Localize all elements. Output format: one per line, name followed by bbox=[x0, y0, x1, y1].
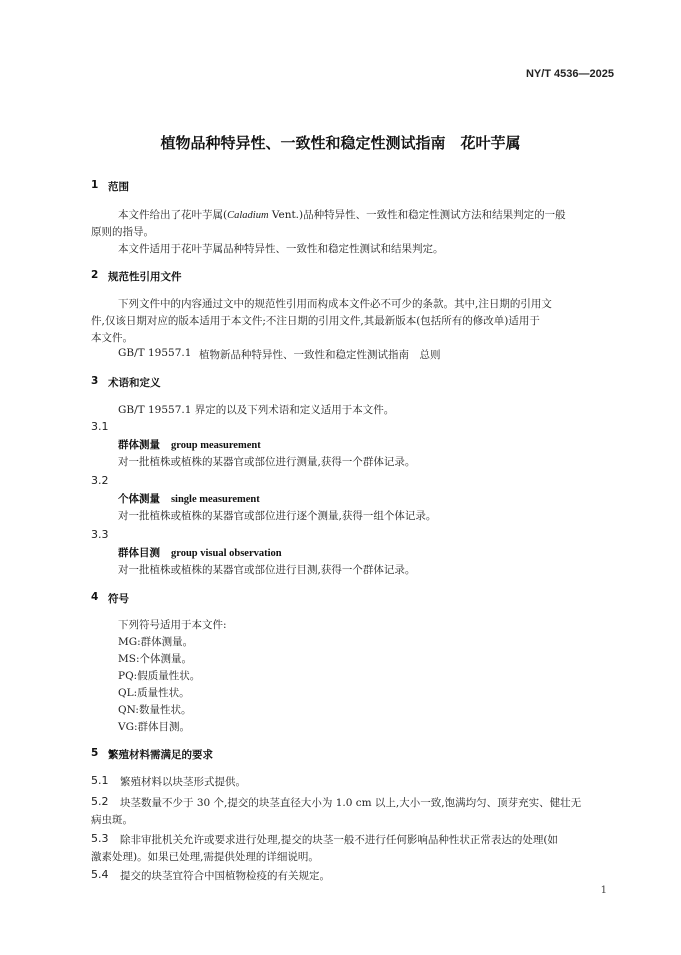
section-2-number: 2 bbox=[91, 269, 99, 281]
term-en: single measurement bbox=[170, 494, 260, 505]
term-en: group measurement bbox=[170, 440, 261, 451]
term-cn: 群体目测 bbox=[118, 547, 160, 559]
section-2-heading: 规范性引用文件 bbox=[108, 271, 182, 283]
section-3-number: 3 bbox=[91, 375, 99, 387]
standard-number: NY/T 4536—2025 bbox=[525, 68, 614, 80]
document-title: 植物品种特异性、一致性和稳定性测试指南 花叶芋属 bbox=[160, 134, 521, 152]
text-run: 本文件给出了花叶芋属( bbox=[118, 209, 228, 221]
symbol-item: VG:群体目测。 bbox=[118, 721, 191, 733]
clause-5-1-text: 繁殖材料以块茎形式提供。 bbox=[120, 776, 246, 788]
term-cn: 个体测量 bbox=[118, 493, 160, 505]
text-run: Vent.)品种特异性、一致性和稳定性测试方法和结果判定的一般 bbox=[268, 209, 566, 221]
clause-5-2-text-line-1: 块茎数量不少于 30 个,提交的块茎直径大小为 1.0 cm 以上,大小一致,饱满均匀、顶芽充实、健壮无 bbox=[120, 797, 582, 809]
clause-5-4-number: 5.4 bbox=[91, 868, 109, 881]
section-1-number: 1 bbox=[91, 179, 99, 191]
genus-italic: Caladium bbox=[227, 210, 269, 221]
section-5-number: 5 bbox=[91, 747, 99, 759]
term-3-2-label bbox=[118, 491, 260, 506]
term-3-3-number: 3.3 bbox=[91, 528, 109, 541]
clause-5-3-number: 5.3 bbox=[91, 832, 109, 845]
page-number: 1 bbox=[600, 885, 607, 896]
term-3-2-definition: 对一批植株或植株的某器官或部位进行逐个测量,获得一组个体记录。 bbox=[118, 510, 437, 522]
term-3-3-label bbox=[118, 545, 282, 560]
reference-title: 植物新品种特异性、一致性和稳定性测试指南 总则 bbox=[199, 349, 441, 361]
section-2-line-2: 件,仅该日期对应的版本适用于本文件;不注日期的引用文件,其最新版本(包括所有的修改单)适用于 bbox=[91, 315, 540, 327]
section-4-number: 4 bbox=[91, 591, 99, 603]
term-3-1-number: 3.1 bbox=[91, 420, 109, 433]
section-1-paragraph-2: 本文件适用于花叶芋属品种特异性、一致性和稳定性测试和结果判定。 bbox=[118, 243, 444, 255]
clause-5-2-text-line-2: 病虫斑。 bbox=[91, 814, 133, 826]
section-4-heading: 符号 bbox=[108, 593, 129, 605]
section-5-heading: 繁殖材料需满足的要求 bbox=[108, 749, 213, 761]
section-1-paragraph-1-line-1 bbox=[118, 207, 566, 222]
clause-5-4-text: 提交的块茎宜符合中国植物检疫的有关规定。 bbox=[120, 870, 330, 882]
section-1-heading: 范围 bbox=[108, 181, 129, 193]
symbol-item: MS:个体测量。 bbox=[118, 653, 192, 665]
clause-5-3-text-line-2: 激素处理)。如果已处理,需提供处理的详细说明。 bbox=[91, 851, 319, 863]
term-3-1-definition: 对一批植株或植株的某器官或部位进行测量,获得一个群体记录。 bbox=[118, 456, 416, 468]
section-4-intro: 下列符号适用于本文件: bbox=[118, 619, 227, 631]
term-3-2-number: 3.2 bbox=[91, 474, 109, 487]
term-3-3-definition: 对一批植株或植株的某器官或部位进行目测,获得一个群体记录。 bbox=[118, 564, 416, 576]
section-2-line-3: 本文件。 bbox=[91, 332, 133, 344]
symbol-item: QN:数量性状。 bbox=[118, 704, 192, 716]
section-3-intro: GB/T 19557.1 界定的以及下列术语和定义适用于本文件。 bbox=[118, 404, 395, 416]
section-3-heading: 术语和定义 bbox=[108, 377, 161, 389]
term-cn: 群体测量 bbox=[118, 439, 160, 451]
symbol-item: MG:群体测量。 bbox=[118, 636, 194, 648]
clause-5-1-number: 5.1 bbox=[91, 774, 109, 787]
symbol-item: PQ:假质量性状。 bbox=[118, 670, 201, 682]
section-1-paragraph-1-line-2: 原则的指导。 bbox=[91, 226, 154, 238]
reference-code: GB/T 19557.1 bbox=[118, 347, 192, 359]
clause-5-3-text-line-1: 除非审批机关允许或要求进行处理,提交的块茎一般不进行任何影响品种性状正常表达的处理(如 bbox=[120, 834, 558, 846]
section-2-line-1: 下列文件中的内容通过文中的规范性引用而构成本文件必不可少的条款。其中,注日期的引用文 bbox=[118, 298, 552, 310]
symbol-item: QL:质量性状。 bbox=[118, 687, 190, 699]
term-3-1-label bbox=[118, 437, 261, 452]
clause-5-2-number: 5.2 bbox=[91, 795, 109, 808]
term-en: group visual observation bbox=[170, 548, 282, 559]
